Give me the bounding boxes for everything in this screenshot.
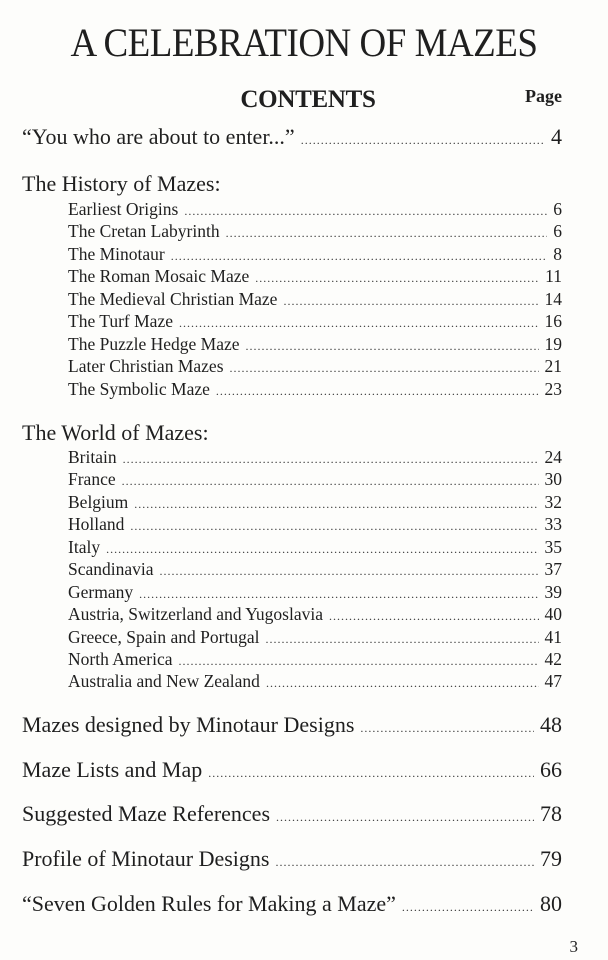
dot-leader: [184, 204, 547, 219]
entry-label: The Turf Maze: [68, 311, 173, 331]
entry-label: Germany: [68, 582, 134, 602]
dot-leader: [246, 339, 539, 354]
toc-entry[interactable]: [68, 649, 562, 670]
toc-entry[interactable]: [68, 244, 562, 265]
dot-leader: [276, 810, 534, 825]
entry-label: The Cretan Labyrinth: [68, 221, 220, 241]
dot-leader: [208, 766, 534, 781]
entry-label: Maze Lists and Map: [22, 757, 203, 782]
dot-leader: [275, 855, 534, 870]
entry-page: 39: [544, 582, 562, 602]
entry-label: The Puzzle Hedge Maze: [68, 334, 240, 354]
toc-entry[interactable]: [68, 199, 562, 220]
toc-entry[interactable]: [68, 604, 562, 625]
entry-label: The Symbolic Maze: [68, 379, 210, 399]
dot-leader: [226, 226, 548, 241]
dot-leader: [266, 676, 539, 691]
toc-entry[interactable]: [68, 447, 562, 468]
entry-label: Holland: [68, 514, 125, 534]
entry-label: “Seven Golden Rules for Making a Maze”: [22, 891, 396, 916]
dot-leader: [134, 497, 538, 512]
dot-leader: [255, 271, 539, 286]
dot-leader: [106, 542, 538, 557]
toc-entry[interactable]: [68, 671, 562, 692]
dot-leader: [178, 654, 538, 669]
entry-label: Belgium: [68, 492, 129, 512]
entry-page: 6: [553, 221, 562, 241]
dot-leader: [130, 519, 538, 534]
entry-label: Earliest Origins: [68, 199, 179, 219]
entry-page: 11: [545, 266, 562, 286]
entry-label: Britain: [68, 447, 117, 467]
toc-entry[interactable]: [68, 627, 562, 648]
dot-leader: [216, 384, 539, 399]
toc-entry[interactable]: [68, 221, 562, 242]
toc-entry-chapter[interactable]: [22, 846, 562, 872]
entry-page: 14: [544, 289, 562, 309]
entry-label: Scandinavia: [68, 559, 154, 579]
toc-entry[interactable]: [68, 311, 562, 332]
toc-entry[interactable]: [68, 559, 562, 580]
entry-page: 80: [540, 891, 562, 916]
entry-page: 41: [544, 627, 562, 647]
entry-page: 4: [551, 124, 562, 149]
toc-entry[interactable]: [68, 514, 562, 535]
entry-label: The Medieval Christian Maze: [68, 289, 278, 309]
entry-page: 66: [540, 757, 562, 782]
page-column-heading: Page: [525, 86, 562, 106]
entry-label: Greece, Spain and Portugal: [68, 627, 260, 647]
dot-leader: [160, 564, 539, 579]
toc-entry-chapter[interactable]: [22, 801, 562, 827]
dot-leader: [329, 609, 539, 624]
toc-entry-intro[interactable]: [22, 124, 562, 150]
book-title: A CELEBRATION OF MAZES: [70, 21, 538, 66]
dot-leader: [265, 632, 538, 647]
entry-label: The Minotaur: [68, 244, 165, 264]
entry-page: 21: [544, 356, 562, 376]
entry-page: 16: [544, 311, 562, 331]
entry-page: 42: [544, 649, 562, 669]
toc-entry-chapter[interactable]: [22, 712, 562, 738]
entry-page: 23: [544, 379, 562, 399]
page-number: 3: [569, 937, 578, 956]
dot-leader: [123, 452, 539, 467]
dot-leader: [360, 721, 534, 736]
entry-label: The Roman Mosaic Maze: [68, 266, 250, 286]
toc-entry[interactable]: [68, 266, 562, 287]
entry-label: Austria, Switzerland and Yugoslavia: [68, 604, 323, 624]
section-heading-world: The World of Mazes:: [22, 420, 209, 445]
entry-label: Profile of Minotaur Designs: [22, 846, 270, 871]
entry-page: 24: [544, 447, 562, 467]
entry-page: 37: [544, 559, 562, 579]
entry-label: North America: [68, 649, 173, 669]
entry-page: 33: [544, 514, 562, 534]
contents-heading: CONTENTS: [240, 86, 376, 113]
toc-entry[interactable]: [68, 334, 562, 355]
dot-leader: [230, 361, 539, 376]
dot-leader: [301, 133, 545, 148]
entry-page: 6: [553, 199, 562, 219]
entry-label: France: [68, 469, 116, 489]
entry-label: Italy: [68, 537, 101, 557]
toc-entry[interactable]: [68, 537, 562, 558]
entry-page: 8: [553, 244, 562, 264]
entry-page: 48: [540, 712, 562, 737]
entry-label: Mazes designed by Minotaur Designs: [22, 712, 355, 737]
entry-label: Suggested Maze References: [22, 801, 271, 826]
entry-page: 47: [544, 671, 562, 691]
dot-leader: [122, 474, 539, 489]
dot-leader: [179, 316, 539, 331]
section-heading-history: The History of Mazes:: [22, 171, 221, 196]
entry-page: 78: [540, 801, 562, 826]
toc-entry[interactable]: [68, 492, 562, 513]
toc-entry[interactable]: [68, 582, 562, 603]
toc-entry-chapter[interactable]: [22, 891, 562, 917]
entry-page: 32: [544, 492, 562, 512]
toc-entry[interactable]: [68, 289, 562, 310]
entry-page: 19: [544, 334, 562, 354]
entry-page: 30: [544, 469, 562, 489]
toc-entry[interactable]: [68, 379, 562, 400]
entry-page: 35: [544, 537, 562, 557]
dot-leader: [283, 294, 538, 309]
entry-label: Later Christian Mazes: [68, 356, 224, 376]
toc-entry[interactable]: [68, 469, 562, 490]
entry-page: 40: [544, 604, 562, 624]
entry-label: Australia and New Zealand: [68, 671, 260, 691]
entry-label: “You who are about to enter...”: [22, 124, 295, 149]
dot-leader: [139, 587, 538, 602]
toc-entry[interactable]: [68, 356, 562, 377]
toc-entry-chapter[interactable]: [22, 757, 562, 783]
dot-leader: [171, 249, 548, 264]
dot-leader: [402, 900, 534, 915]
entry-page: 79: [540, 846, 562, 871]
